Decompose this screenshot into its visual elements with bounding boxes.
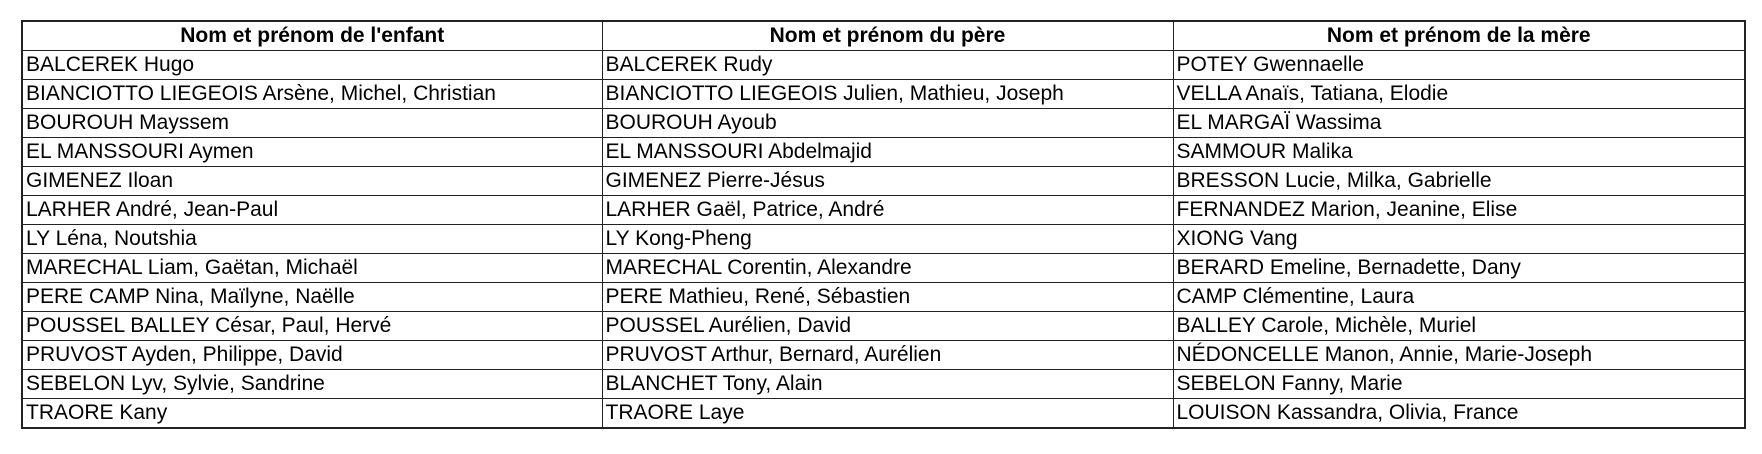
mother-name-cell: FERNANDEZ Marion, Jeanine, Elise	[1173, 196, 1745, 225]
mother-name-cell: POTEY Gwennaelle	[1173, 51, 1745, 80]
father-name-cell: BLANCHET Tony, Alain	[602, 370, 1173, 399]
child-name-cell: LY Léna, Noutshia	[22, 225, 602, 254]
father-name-cell: POUSSEL Aurélien, David	[602, 312, 1173, 341]
table-row	[22, 341, 1745, 370]
mother-name-cell: BALLEY Carole, Michèle, Muriel	[1173, 312, 1745, 341]
father-name-cell: MARECHAL Corentin, Alexandre	[602, 254, 1173, 283]
birth-register-table	[21, 20, 1746, 429]
child-name-cell: LARHER André, Jean-Paul	[22, 196, 602, 225]
mother-name-cell: LOUISON Kassandra, Olivia, France	[1173, 399, 1745, 429]
table-row	[22, 80, 1745, 109]
child-name-cell: BOUROUH Mayssem	[22, 109, 602, 138]
child-name-cell: BALCEREK Hugo	[22, 51, 602, 80]
mother-name-cell: CAMP Clémentine, Laura	[1173, 283, 1745, 312]
table-row	[22, 254, 1745, 283]
header-child-name: Nom et prénom de l'enfant	[22, 21, 602, 51]
child-name-cell: PRUVOST Ayden, Philippe, David	[22, 341, 602, 370]
table-row	[22, 138, 1745, 167]
header-row	[22, 21, 1745, 51]
table-body	[22, 51, 1745, 429]
mother-name-cell: SEBELON Fanny, Marie	[1173, 370, 1745, 399]
mother-name-cell: VELLA Anaïs, Tatiana, Elodie	[1173, 80, 1745, 109]
table-row	[22, 51, 1745, 80]
header-father-name: Nom et prénom du père	[602, 21, 1173, 51]
father-name-cell: BIANCIOTTO LIEGEOIS Julien, Mathieu, Joseph	[602, 80, 1173, 109]
child-name-cell: SEBELON Lyv, Sylvie, Sandrine	[22, 370, 602, 399]
header-mother-name: Nom et prénom de la mère	[1173, 21, 1745, 51]
table-row	[22, 399, 1745, 429]
table-row	[22, 312, 1745, 341]
table-row	[22, 109, 1745, 138]
table-row	[22, 370, 1745, 399]
child-name-cell: EL MANSSOURI Aymen	[22, 138, 602, 167]
table-header	[22, 21, 1745, 51]
child-name-cell: TRAORE Kany	[22, 399, 602, 429]
child-name-cell: PERE CAMP Nina, Maïlyne, Naëlle	[22, 283, 602, 312]
father-name-cell: BOUROUH Ayoub	[602, 109, 1173, 138]
table-row	[22, 167, 1745, 196]
child-name-cell: MARECHAL Liam, Gaëtan, Michaël	[22, 254, 602, 283]
child-name-cell: POUSSEL BALLEY César, Paul, Hervé	[22, 312, 602, 341]
mother-name-cell: BERARD Emeline, Bernadette, Dany	[1173, 254, 1745, 283]
father-name-cell: EL MANSSOURI Abdelmajid	[602, 138, 1173, 167]
mother-name-cell: NÉDONCELLE Manon, Annie, Marie-Joseph	[1173, 341, 1745, 370]
father-name-cell: LY Kong-Pheng	[602, 225, 1173, 254]
table-row	[22, 283, 1745, 312]
father-name-cell: PERE Mathieu, René, Sébastien	[602, 283, 1173, 312]
table-row	[22, 225, 1745, 254]
mother-name-cell: EL MARGAÏ Wassima	[1173, 109, 1745, 138]
mother-name-cell: BRESSON Lucie, Milka, Gabrielle	[1173, 167, 1745, 196]
father-name-cell: TRAORE Laye	[602, 399, 1173, 429]
child-name-cell: GIMENEZ Iloan	[22, 167, 602, 196]
father-name-cell: PRUVOST Arthur, Bernard, Aurélien	[602, 341, 1173, 370]
child-name-cell: BIANCIOTTO LIEGEOIS Arsène, Michel, Christian	[22, 80, 602, 109]
father-name-cell: BALCEREK Rudy	[602, 51, 1173, 80]
table-row	[22, 196, 1745, 225]
mother-name-cell: SAMMOUR Malika	[1173, 138, 1745, 167]
father-name-cell: GIMENEZ Pierre-Jésus	[602, 167, 1173, 196]
father-name-cell: LARHER Gaël, Patrice, André	[602, 196, 1173, 225]
birth-register-table-container	[21, 20, 1744, 429]
mother-name-cell: XIONG Vang	[1173, 225, 1745, 254]
